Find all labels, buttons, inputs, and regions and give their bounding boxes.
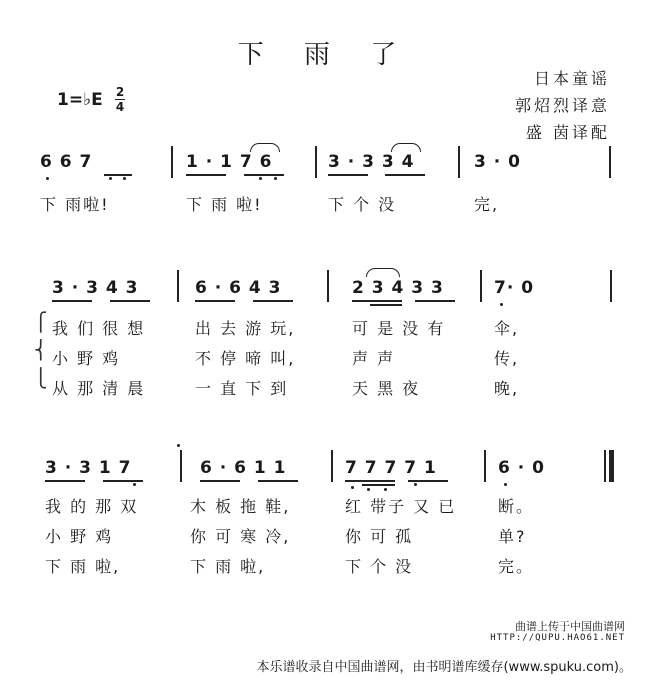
slur: [250, 143, 280, 152]
lyric-line: 下 个 没: [345, 557, 414, 576]
lyric-line: 出 去 游 玩,: [195, 319, 296, 338]
barline: [331, 450, 333, 482]
slur: [366, 268, 400, 277]
lyric-line: 你 可 孤: [345, 527, 414, 546]
lyric-line: 下 雨 啦,: [45, 557, 121, 576]
low-octave-dot: [351, 486, 354, 489]
barline: [484, 450, 486, 482]
lyric-line: 断。: [498, 497, 535, 516]
eighth-beam: [195, 300, 235, 302]
lyric-line: 小 野 鸡: [52, 349, 121, 368]
barline: [610, 270, 612, 302]
eighth-beam: [415, 300, 455, 302]
eighth-beam: [103, 480, 143, 482]
measure-9-notes: 3 · 3 1 7: [45, 458, 132, 478]
low-octave-dot: [500, 303, 503, 306]
barline: [315, 146, 317, 178]
verse-brace: ⎧: [34, 312, 48, 333]
barline: [609, 146, 611, 178]
song-title: 下 雨 了: [237, 40, 413, 70]
measure-12-notes: 6 · 0: [498, 458, 545, 478]
eighth-beam: [52, 300, 92, 302]
barline: [480, 270, 482, 302]
final-barline-thick: [609, 450, 614, 482]
lyric-line: 传,: [494, 349, 520, 368]
credit-arranger: 盛 茵译配: [525, 123, 610, 142]
eighth-beam: [45, 480, 85, 482]
lyric-line: 小 野 鸡: [45, 527, 114, 546]
low-octave-dot: [123, 177, 126, 180]
lyric-line: 可 是 没 有: [352, 319, 446, 338]
eighth-beam: [253, 300, 293, 302]
lyric-line: 天 黑 夜: [352, 379, 421, 398]
upload-note: 曲谱上传于中国曲谱网: [515, 620, 625, 633]
low-octave-dot: [259, 177, 262, 180]
lyric-line: 声 声: [352, 349, 396, 368]
credit-origin: 日本童谣: [533, 69, 610, 88]
low-octave-dot: [109, 177, 112, 180]
barline: [327, 270, 329, 302]
time-bottom: 4: [115, 100, 125, 114]
lyric-line: 下 雨 啦,: [190, 557, 266, 576]
eighth-beam: [345, 480, 395, 482]
measure-3-notes: 3 · 3 3 4: [328, 152, 415, 172]
barline: [171, 146, 173, 178]
low-octave-dot: [414, 483, 417, 486]
lyric-line: 红 带子 又 已: [345, 497, 457, 516]
upload-url[interactable]: HTTP://QUPU.HAO61.NET: [490, 633, 625, 643]
sixteenth-beam: [370, 304, 402, 306]
measure-2-notes: 1 · 1 7 6: [186, 152, 273, 172]
eighth-beam: [200, 480, 240, 482]
low-octave-dot: [274, 177, 277, 180]
eighth-beam: [104, 174, 132, 176]
eighth-beam: [258, 480, 298, 482]
key-signature: 1=♭E: [57, 90, 103, 110]
slur: [391, 143, 421, 152]
eighth-beam: [186, 174, 226, 176]
measure-4-notes: 3 · 0: [474, 152, 521, 172]
lyric-line: 你 可 寒 冷,: [190, 527, 291, 546]
lyric-line: 不 停 啼 叫,: [195, 349, 296, 368]
final-barline-thin: [604, 450, 606, 482]
lyric-line: 木 板 拖 鞋,: [190, 497, 291, 516]
eighth-beam: [328, 174, 368, 176]
eighth-beam: [352, 300, 402, 302]
measure-6-notes: 6 · 6 4 3: [195, 278, 282, 298]
time-signature: [115, 86, 125, 113]
measure-11-notes: 7 7 7 7 1: [345, 458, 437, 478]
eighth-beam: [385, 174, 425, 176]
barline: [177, 270, 179, 302]
lyric-line: 完,: [474, 195, 500, 214]
measure-10-notes: 6 · 6 1 1: [200, 458, 287, 478]
eighth-beam: [110, 300, 150, 302]
lyric-line: 完。: [498, 557, 535, 576]
sixteenth-beam: [362, 484, 395, 486]
measure-5-notes: 3 · 3 4 3: [52, 278, 139, 298]
barline: [180, 450, 182, 482]
lyric-line: 晚,: [494, 379, 520, 398]
credit-translator: 郭炤烈译意: [514, 96, 610, 115]
eighth-beam: [408, 480, 448, 482]
measure-7-notes: 2 3 4 3 3: [352, 278, 444, 298]
barline: [458, 146, 460, 178]
verse-brace: ⎩: [34, 368, 48, 389]
lyric-line: 我 们 很 想: [52, 319, 146, 338]
lyric-line: 单?: [498, 527, 527, 546]
low-octave-dot: [367, 488, 370, 491]
low-octave-dot: [46, 177, 49, 180]
breath-mark: [177, 444, 180, 447]
lyric-line: 下 雨 啦!: [186, 195, 263, 214]
low-octave-dot: [504, 483, 507, 486]
lyric-line: 一 直 下 到: [195, 379, 289, 398]
low-octave-dot: [384, 488, 387, 491]
measure-1-notes: 6 6 7: [40, 152, 93, 172]
footer-source: 本乐谱收录自中国曲谱网，由书明谱库缓存(www.spuku.com)。: [256, 660, 632, 675]
lyric-line: 下 个 没: [328, 195, 397, 214]
lyric-line: 伞,: [494, 319, 520, 338]
lyric-line: 下 雨啦!: [40, 195, 110, 214]
lyric-line: 从 那 清 晨: [52, 379, 146, 398]
eighth-beam: [244, 174, 284, 176]
low-octave-dot: [133, 483, 136, 486]
verse-brace: ⎨: [34, 340, 48, 361]
measure-8-notes: 7· 0: [494, 278, 535, 298]
lyric-line: 我 的 那 双: [45, 497, 139, 516]
time-top: 2: [115, 85, 125, 99]
